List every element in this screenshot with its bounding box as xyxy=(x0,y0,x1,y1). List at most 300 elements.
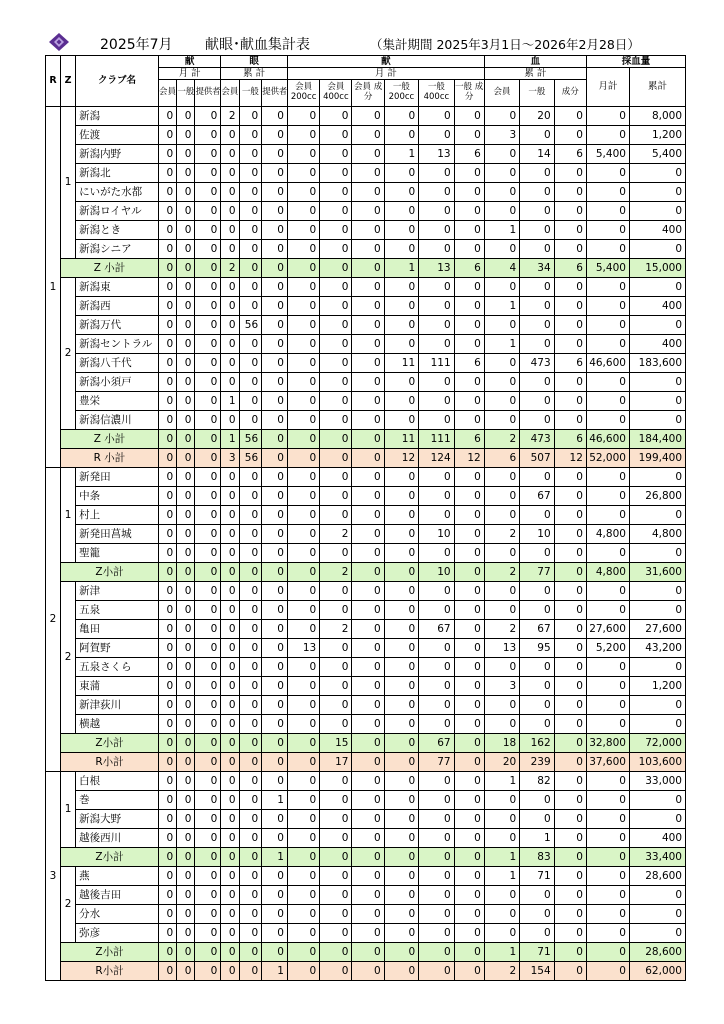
blood-member-comp-header: 会員 成分 xyxy=(352,80,384,107)
value-cell: 1 xyxy=(384,145,418,164)
value-cell: 56 xyxy=(239,430,262,449)
value-cell: 0 xyxy=(419,696,454,715)
value-cell: 0 xyxy=(262,525,288,544)
value-cell: 2 xyxy=(484,525,519,544)
value-cell: 0 xyxy=(586,221,629,240)
value-cell: 0 xyxy=(352,145,384,164)
subtotal-label: Z 小計 xyxy=(61,430,159,449)
value-cell: 0 xyxy=(287,962,319,981)
value-cell: 0 xyxy=(419,829,454,848)
value-cell: 0 xyxy=(554,639,586,658)
value-cell: 0 xyxy=(384,126,418,145)
value-cell: 0 xyxy=(454,164,484,183)
value-cell: 0 xyxy=(320,335,352,354)
value-cell: 0 xyxy=(239,734,262,753)
value-cell: 0 xyxy=(320,848,352,867)
value-cell: 0 xyxy=(352,753,384,772)
value-cell: 154 xyxy=(520,962,554,981)
value-cell: 0 xyxy=(352,278,384,297)
value-cell: 0 xyxy=(239,829,262,848)
value-cell: 0 xyxy=(352,867,384,886)
value-cell: 0 xyxy=(520,392,554,411)
value-cell: 77 xyxy=(520,563,554,582)
value-cell: 0 xyxy=(586,829,629,848)
value-cell: 0 xyxy=(419,962,454,981)
value-cell: 0 xyxy=(158,487,176,506)
value-cell: 0 xyxy=(287,677,319,696)
table-row xyxy=(46,240,686,259)
value-cell: 0 xyxy=(520,905,554,924)
club-name: 巻 xyxy=(76,791,159,810)
value-cell: 0 xyxy=(352,715,384,734)
value-cell: 0 xyxy=(262,126,288,145)
value-cell: 0 xyxy=(554,468,586,487)
value-cell: 0 xyxy=(554,924,586,943)
value-cell: 0 xyxy=(158,221,176,240)
value-cell: 83 xyxy=(520,848,554,867)
r-region-cell: 3 xyxy=(46,772,61,981)
value-cell: 0 xyxy=(629,886,685,905)
value-cell: 0 xyxy=(262,924,288,943)
value-cell: 0 xyxy=(352,126,384,145)
value-cell: 0 xyxy=(221,411,239,430)
value-cell: 0 xyxy=(484,582,519,601)
value-cell: 0 xyxy=(239,164,262,183)
value-cell: 507 xyxy=(520,449,554,468)
club-name: 新潟大野 xyxy=(76,810,159,829)
value-cell: 2 xyxy=(221,107,239,126)
value-cell: 0 xyxy=(384,734,418,753)
value-cell: 0 xyxy=(177,829,195,848)
value-cell: 0 xyxy=(554,658,586,677)
value-cell: 0 xyxy=(454,126,484,145)
value-cell: 0 xyxy=(384,639,418,658)
value-cell: 0 xyxy=(320,601,352,620)
value-cell: 0 xyxy=(177,430,195,449)
value-cell: 0 xyxy=(221,658,239,677)
value-cell: 6 xyxy=(554,430,586,449)
value-cell: 0 xyxy=(520,126,554,145)
value-cell: 0 xyxy=(586,164,629,183)
value-cell: 0 xyxy=(586,107,629,126)
value-cell: 0 xyxy=(520,582,554,601)
value-cell: 0 xyxy=(520,183,554,202)
value-cell: 0 xyxy=(262,468,288,487)
value-cell: 0 xyxy=(158,335,176,354)
value-cell: 0 xyxy=(554,202,586,221)
value-cell: 0 xyxy=(195,335,221,354)
value-cell: 0 xyxy=(384,886,418,905)
value-cell: 0 xyxy=(239,677,262,696)
value-cell: 0 xyxy=(320,715,352,734)
value-cell: 0 xyxy=(195,563,221,582)
value-cell: 0 xyxy=(239,791,262,810)
value-cell: 0 xyxy=(195,962,221,981)
value-cell: 473 xyxy=(520,354,554,373)
value-cell: 183,600 xyxy=(629,354,685,373)
vol-month-header: 月計 xyxy=(586,68,629,107)
value-cell: 0 xyxy=(352,582,384,601)
z-subtotal-row xyxy=(46,430,686,449)
value-cell: 0 xyxy=(352,601,384,620)
value-cell: 0 xyxy=(554,183,586,202)
value-cell: 0 xyxy=(352,392,384,411)
value-cell: 0 xyxy=(239,487,262,506)
subtotal-label: Z小計 xyxy=(61,943,159,962)
value-cell: 0 xyxy=(158,183,176,202)
value-cell: 0 xyxy=(454,715,484,734)
value-cell: 0 xyxy=(158,126,176,145)
value-cell: 0 xyxy=(239,278,262,297)
value-cell: 0 xyxy=(287,335,319,354)
value-cell: 0 xyxy=(177,696,195,715)
value-cell: 4 xyxy=(484,259,519,278)
value-cell: 0 xyxy=(384,316,418,335)
value-cell: 0 xyxy=(352,734,384,753)
value-cell: 0 xyxy=(239,943,262,962)
club-name: 五泉 xyxy=(76,601,159,620)
value-cell: 0 xyxy=(586,468,629,487)
col-club-header: クラブ名 xyxy=(76,56,159,107)
value-cell: 0 xyxy=(352,620,384,639)
value-cell: 0 xyxy=(287,772,319,791)
value-cell: 0 xyxy=(586,316,629,335)
value-cell: 0 xyxy=(195,601,221,620)
value-cell: 67 xyxy=(419,620,454,639)
value-cell: 0 xyxy=(454,753,484,772)
table-row xyxy=(46,221,686,240)
value-cell: 0 xyxy=(554,962,586,981)
value-cell: 0 xyxy=(287,183,319,202)
club-name: 越後西川 xyxy=(76,829,159,848)
value-cell: 0 xyxy=(520,601,554,620)
value-cell: 95 xyxy=(520,639,554,658)
value-cell: 0 xyxy=(158,202,176,221)
value-cell: 0 xyxy=(177,449,195,468)
value-cell: 1,200 xyxy=(629,126,685,145)
value-cell: 0 xyxy=(454,392,484,411)
eye-month-general-header: 一般 xyxy=(177,80,195,107)
eye-header-right: 眼 xyxy=(221,56,288,68)
value-cell: 0 xyxy=(320,164,352,183)
blood-cum-header: 累 計 xyxy=(484,68,586,80)
value-cell: 0 xyxy=(239,259,262,278)
value-cell: 0 xyxy=(177,848,195,867)
value-cell: 0 xyxy=(158,430,176,449)
value-cell: 0 xyxy=(520,544,554,563)
value-cell: 0 xyxy=(554,164,586,183)
club-name: 新潟ロイヤル xyxy=(76,202,159,221)
value-cell: 0 xyxy=(221,221,239,240)
value-cell: 0 xyxy=(158,297,176,316)
value-cell: 0 xyxy=(158,639,176,658)
value-cell: 0 xyxy=(454,544,484,563)
value-cell: 6 xyxy=(554,354,586,373)
value-cell: 0 xyxy=(158,259,176,278)
value-cell: 0 xyxy=(177,924,195,943)
value-cell: 0 xyxy=(177,753,195,772)
value-cell: 27,600 xyxy=(586,620,629,639)
value-cell: 0 xyxy=(158,677,176,696)
eye-cum-member-header: 会員 xyxy=(221,80,239,107)
eye-month-header: 月 計 xyxy=(158,68,220,80)
eye-month-provider-header: 提供者 xyxy=(195,80,221,107)
value-cell: 0 xyxy=(352,316,384,335)
value-cell: 0 xyxy=(454,677,484,696)
value-cell: 0 xyxy=(262,582,288,601)
value-cell: 0 xyxy=(554,677,586,696)
value-cell: 0 xyxy=(195,221,221,240)
value-cell: 0 xyxy=(221,164,239,183)
value-cell: 0 xyxy=(221,962,239,981)
value-cell: 0 xyxy=(320,544,352,563)
value-cell: 0 xyxy=(195,506,221,525)
vol-cum-header: 累計 xyxy=(629,68,685,107)
collect-header: 採血量 xyxy=(586,56,685,68)
value-cell: 0 xyxy=(320,791,352,810)
value-cell: 0 xyxy=(554,316,586,335)
value-cell: 0 xyxy=(554,373,586,392)
table-row xyxy=(46,601,686,620)
value-cell: 0 xyxy=(287,525,319,544)
value-cell: 0 xyxy=(554,886,586,905)
value-cell: 0 xyxy=(384,278,418,297)
value-cell: 0 xyxy=(195,468,221,487)
value-cell: 0 xyxy=(320,677,352,696)
value-cell: 13 xyxy=(419,145,454,164)
value-cell: 0 xyxy=(177,810,195,829)
value-cell: 37,600 xyxy=(586,753,629,772)
value-cell: 0 xyxy=(352,183,384,202)
value-cell: 43,200 xyxy=(629,639,685,658)
value-cell: 0 xyxy=(158,107,176,126)
club-name: 新発田 xyxy=(76,468,159,487)
value-cell: 0 xyxy=(195,905,221,924)
value-cell: 6 xyxy=(554,259,586,278)
value-cell: 0 xyxy=(177,202,195,221)
table-row xyxy=(46,639,686,658)
value-cell: 0 xyxy=(158,753,176,772)
value-cell: 0 xyxy=(239,392,262,411)
value-cell: 0 xyxy=(239,297,262,316)
value-cell: 0 xyxy=(454,582,484,601)
value-cell: 0 xyxy=(287,753,319,772)
value-cell: 0 xyxy=(320,202,352,221)
value-cell: 0 xyxy=(262,829,288,848)
value-cell: 0 xyxy=(419,544,454,563)
value-cell: 0 xyxy=(262,544,288,563)
value-cell: 0 xyxy=(221,810,239,829)
value-cell: 10 xyxy=(419,563,454,582)
value-cell: 0 xyxy=(554,411,586,430)
value-cell: 0 xyxy=(554,221,586,240)
value-cell: 0 xyxy=(629,506,685,525)
value-cell: 0 xyxy=(586,202,629,221)
value-cell: 400 xyxy=(629,221,685,240)
value-cell: 0 xyxy=(352,259,384,278)
value-cell: 0 xyxy=(221,506,239,525)
value-cell: 0 xyxy=(629,373,685,392)
value-cell: 0 xyxy=(454,278,484,297)
value-cell: 0 xyxy=(419,506,454,525)
value-cell: 0 xyxy=(239,145,262,164)
value-cell: 0 xyxy=(287,886,319,905)
value-cell: 1 xyxy=(484,848,519,867)
value-cell: 0 xyxy=(454,962,484,981)
value-cell: 0 xyxy=(419,791,454,810)
value-cell: 71 xyxy=(520,867,554,886)
value-cell: 1 xyxy=(262,848,288,867)
value-cell: 0 xyxy=(195,297,221,316)
value-cell: 0 xyxy=(554,772,586,791)
club-name: 新潟 xyxy=(76,107,159,126)
value-cell: 4,800 xyxy=(629,525,685,544)
subtotal-label: R小計 xyxy=(61,962,159,981)
value-cell: 0 xyxy=(195,791,221,810)
value-cell: 0 xyxy=(384,563,418,582)
eye-header-left: 献 xyxy=(158,56,220,68)
value-cell: 12 xyxy=(554,449,586,468)
value-cell: 0 xyxy=(320,145,352,164)
value-cell: 0 xyxy=(352,430,384,449)
value-cell: 10 xyxy=(520,525,554,544)
value-cell: 400 xyxy=(629,829,685,848)
value-cell: 0 xyxy=(239,582,262,601)
value-cell: 0 xyxy=(484,354,519,373)
value-cell: 0 xyxy=(419,411,454,430)
value-cell: 0 xyxy=(177,658,195,677)
value-cell: 0 xyxy=(320,278,352,297)
value-cell: 0 xyxy=(320,582,352,601)
blood-cum-general-header: 一般 xyxy=(520,80,554,107)
value-cell: 0 xyxy=(320,449,352,468)
value-cell: 0 xyxy=(484,392,519,411)
value-cell: 0 xyxy=(158,525,176,544)
eye-cum-provider-header: 提供者 xyxy=(262,80,288,107)
value-cell: 0 xyxy=(221,848,239,867)
club-name: 中条 xyxy=(76,487,159,506)
value-cell: 0 xyxy=(484,487,519,506)
value-cell: 0 xyxy=(262,620,288,639)
value-cell: 0 xyxy=(384,183,418,202)
value-cell: 62,000 xyxy=(629,962,685,981)
value-cell: 0 xyxy=(352,886,384,905)
value-cell: 0 xyxy=(195,848,221,867)
value-cell: 0 xyxy=(158,164,176,183)
value-cell: 0 xyxy=(352,962,384,981)
value-cell: 0 xyxy=(177,525,195,544)
table-row xyxy=(46,297,686,316)
value-cell: 0 xyxy=(419,373,454,392)
value-cell: 0 xyxy=(287,601,319,620)
value-cell: 0 xyxy=(352,658,384,677)
club-name: 新潟内野 xyxy=(76,145,159,164)
value-cell: 0 xyxy=(352,221,384,240)
subtotal-label: Z小計 xyxy=(61,734,159,753)
value-cell: 0 xyxy=(158,392,176,411)
value-cell: 0 xyxy=(454,373,484,392)
value-cell: 0 xyxy=(419,221,454,240)
value-cell: 0 xyxy=(195,449,221,468)
value-cell: 0 xyxy=(554,126,586,145)
value-cell: 0 xyxy=(221,867,239,886)
value-cell: 0 xyxy=(352,335,384,354)
value-cell: 33,000 xyxy=(629,772,685,791)
value-cell: 0 xyxy=(629,544,685,563)
club-name: 新潟セントラル xyxy=(76,335,159,354)
value-cell: 1 xyxy=(484,943,519,962)
value-cell: 0 xyxy=(320,867,352,886)
value-cell: 0 xyxy=(384,943,418,962)
value-cell: 0 xyxy=(419,183,454,202)
club-name: 新潟シニア xyxy=(76,240,159,259)
table-row xyxy=(46,468,686,487)
club-name: 弥彦 xyxy=(76,924,159,943)
table-row xyxy=(46,886,686,905)
value-cell: 0 xyxy=(384,411,418,430)
value-cell: 0 xyxy=(195,107,221,126)
value-cell: 0 xyxy=(352,297,384,316)
value-cell: 8,000 xyxy=(629,107,685,126)
value-cell: 0 xyxy=(177,107,195,126)
value-cell: 0 xyxy=(320,373,352,392)
value-cell: 0 xyxy=(484,145,519,164)
eye-cum-general-header: 一般 xyxy=(239,80,262,107)
value-cell: 0 xyxy=(320,506,352,525)
value-cell: 0 xyxy=(158,886,176,905)
value-cell: 0 xyxy=(177,335,195,354)
value-cell: 0 xyxy=(554,335,586,354)
value-cell: 0 xyxy=(454,696,484,715)
value-cell: 0 xyxy=(239,639,262,658)
value-cell: 0 xyxy=(586,658,629,677)
value-cell: 0 xyxy=(554,297,586,316)
value-cell: 0 xyxy=(195,354,221,373)
club-name: 新潟北 xyxy=(76,164,159,183)
value-cell: 0 xyxy=(239,753,262,772)
value-cell: 0 xyxy=(384,867,418,886)
value-cell: 72,000 xyxy=(629,734,685,753)
value-cell: 0 xyxy=(221,316,239,335)
value-cell: 0 xyxy=(195,582,221,601)
z-subtotal-row xyxy=(46,734,686,753)
value-cell: 0 xyxy=(586,867,629,886)
value-cell: 0 xyxy=(419,639,454,658)
value-cell: 0 xyxy=(384,335,418,354)
value-cell: 0 xyxy=(352,411,384,430)
value-cell: 0 xyxy=(262,164,288,183)
value-cell: 0 xyxy=(287,221,319,240)
value-cell: 34 xyxy=(520,259,554,278)
value-cell: 52,000 xyxy=(586,449,629,468)
value-cell: 27,600 xyxy=(629,620,685,639)
value-cell: 0 xyxy=(287,829,319,848)
value-cell: 0 xyxy=(454,411,484,430)
value-cell: 0 xyxy=(384,696,418,715)
value-cell: 0 xyxy=(239,772,262,791)
value-cell: 0 xyxy=(484,715,519,734)
value-cell: 0 xyxy=(586,297,629,316)
value-cell: 0 xyxy=(484,506,519,525)
value-cell: 0 xyxy=(352,829,384,848)
value-cell: 0 xyxy=(239,544,262,563)
value-cell: 0 xyxy=(586,373,629,392)
value-cell: 0 xyxy=(586,487,629,506)
value-cell: 0 xyxy=(262,145,288,164)
value-cell: 0 xyxy=(239,506,262,525)
club-name: 新発田菖城 xyxy=(76,525,159,544)
value-cell: 32,800 xyxy=(586,734,629,753)
